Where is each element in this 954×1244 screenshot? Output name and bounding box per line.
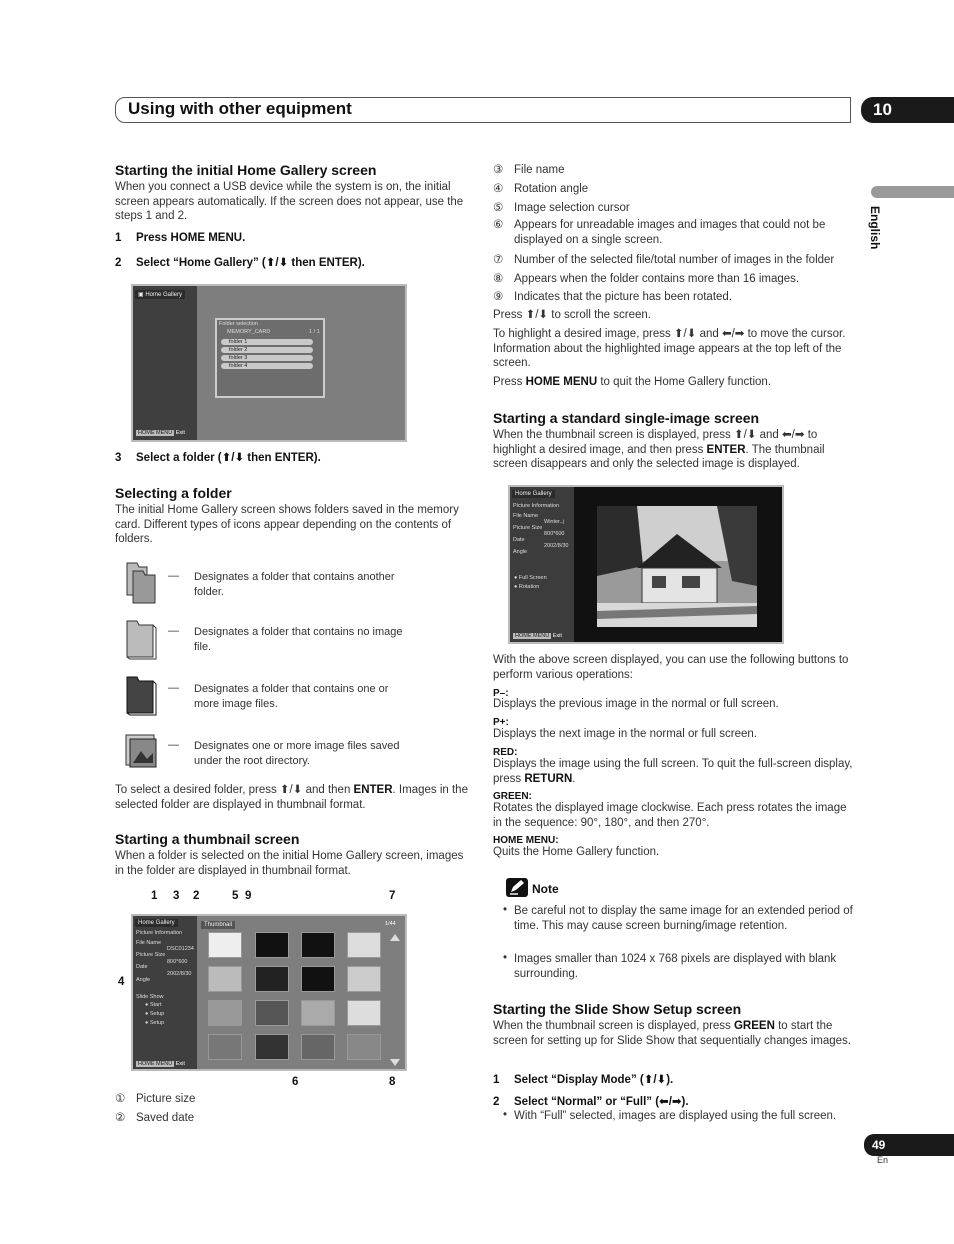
- folder-row-3[interactable]: folder 3: [221, 355, 313, 361]
- single-image-screen: [508, 485, 784, 644]
- language-label: English: [868, 206, 882, 250]
- note-bullet-2: Images smaller than 1024 x 768 pixels are displayed with blank surrounding.: [514, 953, 837, 980]
- screen1-exit-hint: HOME MENU Exit: [138, 430, 185, 436]
- folder-desc-dash-1: —: [168, 570, 179, 582]
- file-name-label: File Name: [513, 513, 539, 519]
- dialog-title: Folder selection: [219, 321, 258, 327]
- angle-label: Angle: [136, 977, 151, 983]
- thumbnail-1[interactable]: [208, 932, 242, 958]
- scroll-down-icon[interactable]: [390, 1059, 400, 1066]
- date-label: Date: [513, 537, 525, 543]
- step-3: 3 Select a folder (⬆/⬇ then ENTER).: [115, 452, 321, 464]
- section-title-initial-screen: Starting the initial Home Gallery screen: [115, 162, 377, 178]
- op-key-p-minus: P–:: [493, 688, 509, 699]
- picture-size-value: 800*600: [544, 531, 565, 537]
- section-body-initial-screen: When you connect a USB device while the system is on, the initial screen appears automatically. If the screen does not appear, use the steps 1 and 2.: [115, 181, 464, 223]
- slide-step-1: 1 Select “Display Mode” (⬆/⬇).: [493, 1074, 674, 1086]
- slide-setup-1[interactable]: ● Setup: [145, 1011, 165, 1017]
- file-count: 1/44: [385, 921, 396, 927]
- scroll-up-icon[interactable]: [390, 934, 400, 941]
- legend-item-7: ⑦ Number of the selected file/total number of images in the folder: [493, 254, 835, 266]
- op-desc-home-menu: Quits the Home Gallery function.: [493, 846, 660, 858]
- page-language: En: [877, 1155, 889, 1165]
- scroll-instruction: Press ⬆/⬇ to scroll the screen.: [493, 309, 651, 321]
- step-1: 1 Press HOME MENU.: [115, 232, 246, 244]
- folder-desc-2: Designates a folder that contains no image file.: [194, 626, 403, 653]
- screen2-info-panel: [133, 916, 197, 1069]
- thumbnail-screen: [131, 914, 407, 1071]
- thumbnail-3[interactable]: [301, 932, 335, 958]
- thumbnail-10[interactable]: [255, 1000, 289, 1026]
- thumbnail-13[interactable]: [208, 1034, 242, 1060]
- legend-item-8: ⑧ Appears when the folder contains more than 16 images.: [493, 273, 800, 285]
- folder-row-2[interactable]: folder 2: [221, 347, 313, 353]
- op-key-home-menu: HOME MENU:: [493, 835, 559, 846]
- thumbnail-9[interactable]: [208, 1000, 242, 1026]
- note-title: Note: [532, 882, 559, 896]
- folder-row-4[interactable]: folder 4: [221, 363, 313, 369]
- op-desc-green: Rotates the displayed image clockwise. Each press rotates the image in the sequence: 90°, 180°, and then 270°.: [493, 802, 847, 829]
- full-screen-option[interactable]: ● Full Screen: [514, 575, 547, 581]
- section-title-single-image: Starting a standard single-image screen: [493, 410, 760, 426]
- slide-start[interactable]: ● Start: [145, 1002, 162, 1008]
- op-key-red: RED:: [493, 747, 518, 758]
- date-value: 2002/8/30: [544, 543, 569, 549]
- thumbnail-6[interactable]: [255, 966, 289, 992]
- house-photo: [597, 506, 757, 627]
- legend-item-2: ② Saved date: [115, 1112, 195, 1124]
- picture-info-title: Picture Information: [513, 503, 560, 509]
- root-images-icon: [123, 729, 159, 773]
- op-key-green: GREEN:: [493, 791, 532, 802]
- language-side-tab: [871, 186, 954, 198]
- callout-4: 4: [118, 976, 125, 988]
- callout-8: 8: [389, 1076, 396, 1088]
- folder-desc-3: Designates a folder that contains one or more image files.: [194, 683, 389, 710]
- thumbnail-12[interactable]: [347, 1000, 381, 1026]
- section-body-thumbnail: When a folder is selected on the initial Home Gallery screen, images in the folder are displayed in thumbnail format.: [115, 850, 464, 877]
- screen1-home-gallery-tag: ▣ Home Gallery: [135, 290, 185, 299]
- callout-3: 3: [173, 890, 180, 902]
- folder-desc-dash-4: —: [168, 739, 179, 751]
- thumbnail-8[interactable]: [347, 966, 381, 992]
- page-number: 49: [864, 1134, 954, 1156]
- file-name-value: DSC01234: [167, 946, 194, 952]
- step-2: 2 Select “Home Gallery” (⬆/⬇ then ENTER).: [115, 257, 365, 269]
- home-gallery-screen-1: [131, 284, 407, 442]
- image-folder-icon: [125, 673, 157, 717]
- folder-desc-4: Designates one or more image files saved under the root directory.: [194, 740, 400, 767]
- chapter-number: 10: [861, 97, 954, 123]
- date-label: Date: [136, 964, 148, 970]
- section-title-slide-show: Starting the Slide Show Setup screen: [493, 1001, 742, 1017]
- highlight-instruction: To highlight a desired image, press ⬆/⬇ and ⬅/➡ to move the cursor. Information about the highlighted image appears at the top left of the screen.: [493, 328, 846, 370]
- legend-item-9: ⑨ Indicates that the picture has been rotated.: [493, 291, 733, 303]
- rotation-option[interactable]: ● Rotation: [514, 584, 540, 590]
- op-desc-p-minus: Displays the previous image in the normal or full screen.: [493, 698, 779, 710]
- folder-desc-dash-2: —: [168, 625, 179, 637]
- picture-size-label: Picture Size: [513, 525, 543, 531]
- screen3-exit-hint: HOME MENU Exit: [515, 633, 562, 639]
- legend-item-1: ① Picture size: [115, 1093, 196, 1105]
- folder-with-subfolder-icon: [125, 561, 157, 605]
- thumbnail-tag: Thumbnail: [201, 921, 235, 929]
- screen3-info-panel: [510, 487, 574, 642]
- date-value: 2002/8/30: [167, 971, 192, 977]
- legend-item-4: ④ Rotation angle: [493, 183, 589, 195]
- picture-size-value: 800*600: [167, 959, 188, 965]
- empty-folder-icon: [125, 617, 157, 661]
- legend-item-6: ⑥ Appears for unreadable images and images that could not be displayed on a single screen.: [493, 219, 826, 246]
- picture-size-label: Picture Size: [136, 952, 166, 958]
- callout-6: 6: [292, 1076, 299, 1088]
- callout-9: 9: [245, 890, 252, 902]
- slide-show-title: Slide Show: [136, 994, 164, 1000]
- screen1-left-panel: [133, 286, 197, 440]
- operations-intro: With the above screen displayed, you can use the following buttons to perform various operations:: [493, 654, 849, 681]
- callout-1: 1: [151, 890, 158, 902]
- slide-setup-2[interactable]: ● Setup: [145, 1020, 165, 1026]
- screen2-exit-hint: HOME MENU Exit: [138, 1061, 185, 1067]
- section-body-selecting-folder: The initial Home Gallery screen shows folders saved in the memory card. Different types of icons appear depending on the contents of folders.: [115, 504, 459, 546]
- thumbnail-11[interactable]: [301, 1000, 335, 1026]
- folder-selection-dialog: [215, 318, 325, 398]
- memory-card-label: MEMORY_CARD: [227, 329, 271, 335]
- thumbnail-5[interactable]: [208, 966, 242, 992]
- note-bullet-1-dot: •: [503, 904, 508, 916]
- legend-item-5: ⑤ Image selection cursor: [493, 202, 630, 214]
- op-key-p-plus: P+:: [493, 717, 509, 728]
- screen3-home-gallery-tag: Home Gallery: [512, 490, 555, 498]
- gallery-icon: ▣: [138, 292, 146, 298]
- screen2-home-gallery-tag: Home Gallery: [135, 919, 178, 927]
- slide-bullet: With “Full” selected, images are displayed using the full screen.: [514, 1110, 837, 1122]
- quit-instruction: Press HOME MENU to quit the Home Gallery function.: [493, 376, 772, 388]
- op-desc-red: Displays the image using the full screen. To quit the full-screen display, press RETURN.: [493, 758, 853, 785]
- callout-2: 2: [193, 890, 200, 902]
- select-folder-instructions: To select a desired folder, press ⬆/⬇ and then ENTER. Images in the selected folder are displayed in thumbnail format.: [115, 784, 468, 811]
- thumbnail-15[interactable]: [301, 1034, 335, 1060]
- note-bullet-2-dot: •: [503, 952, 508, 964]
- thumbnail-14[interactable]: [255, 1034, 289, 1060]
- file-name-label: File Name: [136, 940, 162, 946]
- section-title-thumbnail: Starting a thumbnail screen: [115, 831, 300, 847]
- memory-card-count: 1 / 1: [309, 329, 320, 335]
- callout-5: 5: [232, 890, 239, 902]
- file-name-value: Winter..j: [544, 519, 564, 525]
- thumbnail-7[interactable]: [301, 966, 335, 992]
- slide-step-2: 2 Select “Normal” or “Full” (⬅/➡).: [493, 1096, 689, 1108]
- chapter-title: Using with other equipment: [128, 99, 352, 118]
- folder-desc-dash-3: —: [168, 682, 179, 694]
- note-bullet-1: Be careful not to display the same image for an extended period of time. This may cause screen burning/image retention.: [514, 905, 853, 932]
- legend-item-3: ③ File name: [493, 164, 565, 176]
- thumbnail-16[interactable]: [347, 1034, 381, 1060]
- section-body-slide-show: When the thumbnail screen is displayed, press GREEN to start the screen for setting up for Slide Show that sequentially changes images.: [493, 1020, 851, 1047]
- thumbnail-2[interactable]: [255, 932, 289, 958]
- thumbnail-4[interactable]: [347, 932, 381, 958]
- op-desc-p-plus: Displays the next image in the normal or full screen.: [493, 728, 757, 740]
- callout-7: 7: [389, 890, 396, 902]
- slide-bullet-dot: •: [503, 1109, 508, 1121]
- angle-label: Angle: [513, 549, 528, 555]
- note-icon: [506, 878, 528, 897]
- section-body-single-image: When the thumbnail screen is displayed, press ⬆/⬇ and ⬅/➡ to highlight a desired image, and then press ENTER. The thumbnail screen disappears and only the selected image is displayed.: [493, 429, 825, 471]
- section-title-selecting-folder: Selecting a folder: [115, 485, 232, 501]
- folder-desc-1: Designates a folder that contains another folder.: [194, 571, 395, 598]
- folder-row-1[interactable]: folder 1: [221, 339, 313, 345]
- picture-info-title: Picture Information: [136, 930, 183, 936]
